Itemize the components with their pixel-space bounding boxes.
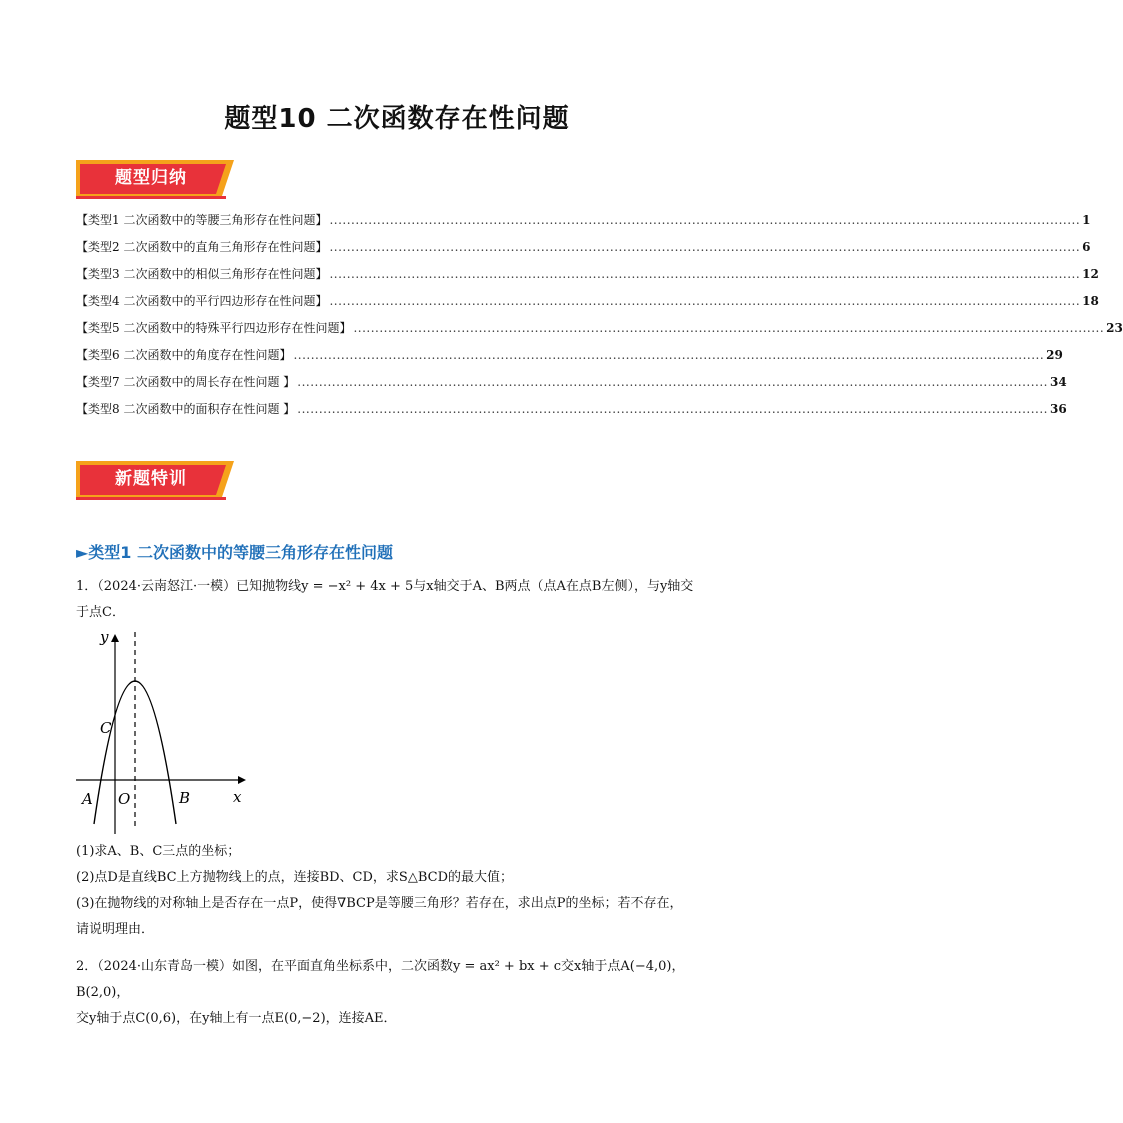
toc-item[interactable]: 【类型2 二次函数中的直角三角形存在性问题】 .............................................................................................................................................................................. 6 [76,240,1091,254]
section-heading: ►类型1 二次函数中的等腰三角形存在性问题 [76,543,394,562]
toc-item[interactable]: 【类型3 二次函数中的相似三角形存在性问题】 .............................................................................................................................................................................. 12 [76,267,1099,281]
point-b-label: B [179,789,191,807]
summary-banner-label: 题型归纳 [115,168,187,188]
q1-part-3-cont: 请说明理由． [76,922,155,937]
toc-item[interactable]: 【类型1 二次函数中的等腰三角形存在性问题】 .............................................................................................................................................................................. 1 [76,213,1091,227]
x-axis-arrow [238,776,246,784]
table-of-contents [76,211,1123,427]
toc-item[interactable]: 【类型8 二次函数中的面积存在性问题 】 .............................................................................................................................................................................. 36 [76,402,1067,416]
parabola-figure [76,626,256,836]
q1-part-3: (3)在抛物线的对称轴上是否存在一点P，使得∇BCP是等腰三角形？若存在，求出点P的坐标；若不存在， [76,896,683,911]
toc-item[interactable]: 【类型6 二次函数中的角度存在性问题】 .............................................................................................................................................................................. 29 [76,348,1063,362]
q2-statement: 2．（2024·山东青岛一模）如图，在平面直角坐标系中，二次函数y = ax² + bx + c交x轴于点A(−4,0)，B(2,0)， 交y轴于点C(0,6)，在y轴上有一点E(0,−2)，连接AE． [76,959,685,1026]
summary-banner [76,160,234,198]
q1-parts [76,839,726,943]
origin-label: O [118,790,131,808]
toc-item[interactable]: 【类型4 二次函数中的平行四边形存在性问题】 .............................................................................................................................................................................. 18 [76,294,1099,308]
toc-item[interactable]: 【类型7 二次函数中的周长存在性问题 】 .............................................................................................................................................................................. 34 [76,375,1067,389]
point-c-label: C [100,719,112,737]
y-axis-label: y [100,628,109,646]
x-axis-label: x [233,788,242,806]
y-axis-arrow [111,634,119,642]
q1-part-1: (1)求A、B、C三点的坐标； [76,844,241,859]
q1-part-2: (2)点D是直线BC上方抛物线上的点，连接BD、CD，求S△BCD的最大值； [76,870,513,885]
page-title: 题型10 二次函数存在性问题 [224,104,570,134]
training-banner [76,461,234,499]
training-banner-label: 新题特训 [115,469,187,489]
q1-statement: 1．（2024·云南怒江·一模）已知抛物线y = −x² + 4x + 5与x轴交于A、B两点（点A在点B左侧），与y轴交 于点C． [76,579,694,620]
point-a-label: A [82,790,93,808]
toc-item[interactable]: 【类型5 二次函数中的特殊平行四边形存在性问题】 .............................................................................................................................................................................. 23 [76,321,1123,335]
